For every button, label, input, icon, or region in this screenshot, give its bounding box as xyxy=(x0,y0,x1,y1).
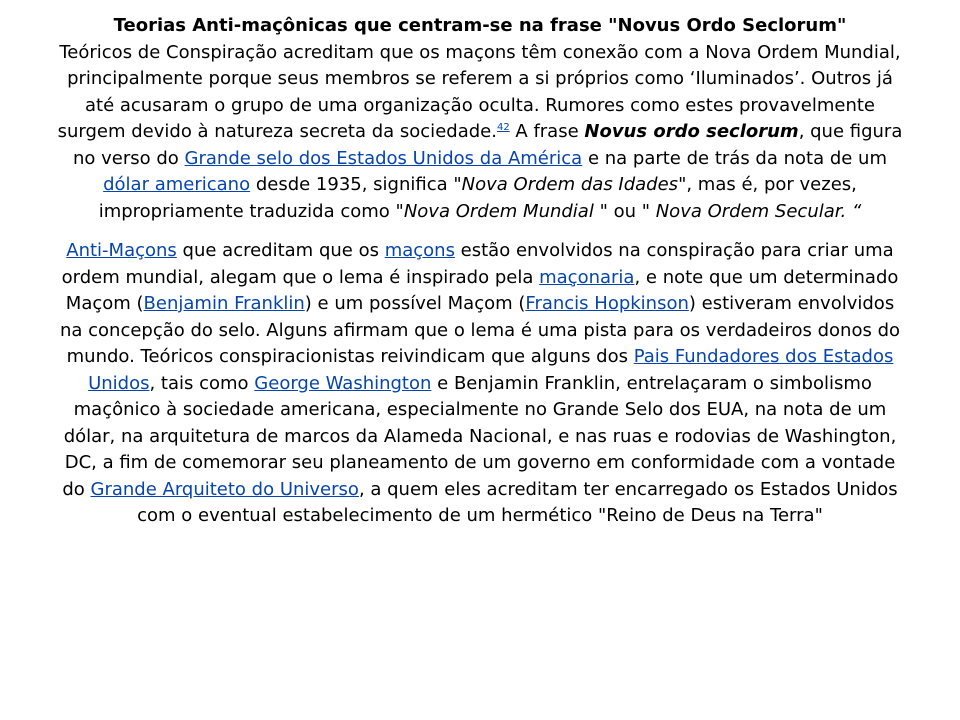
link-masons[interactable]: maçons xyxy=(384,240,455,261)
text-run: , que figura no verso do xyxy=(73,121,903,169)
text-run: desde 1935, significa " xyxy=(250,174,462,195)
quote-ordem-idades: Nova Ordem das Idades xyxy=(461,174,679,195)
text-run: e na parte de trás da nota de um xyxy=(582,147,887,169)
quote-nova-ordem-mundial: Nova Ordem Mundial xyxy=(403,200,600,222)
link-great-architect[interactable]: Grande Arquiteto do Universo xyxy=(90,478,359,500)
link-benjamin-franklin[interactable]: Benjamin Franklin xyxy=(143,293,305,314)
link-francis-hopkinson[interactable]: Francis Hopkinson xyxy=(525,293,689,314)
text-run: , a quem eles acreditam ter encarregado os Estados Unidos com o eventual estabelecimento de um hermético "Reino de Deus na Terra" xyxy=(137,478,898,526)
text-run: A frase xyxy=(509,121,585,142)
quote-nova-ordem-secular: Nova Ordem Secular. “ xyxy=(650,200,862,222)
text-run: ) estiveram envolvidos na concepção do selo. Alguns afirmam que o lema é uma pista para os verdadeiros donos do mundo. Teóricos conspiracionistas reivindicam que alguns dos xyxy=(59,293,901,367)
link-founding-fathers[interactable]: Pais Fundadores dos Estados Unidos xyxy=(88,346,894,394)
link-masonry[interactable]: maçonaria xyxy=(539,266,635,288)
footnote-link-42[interactable]: 42 xyxy=(496,122,510,133)
text-run: ", mas é, por vezes, impropriamente traduzida como " xyxy=(98,174,857,222)
link-george-washington[interactable]: George Washington xyxy=(254,372,432,394)
text-run: , tais como xyxy=(149,372,255,394)
slide-title: Teorias Anti-maçônicas que centram-se na frase "Novus Ordo Seclorum" xyxy=(113,15,847,36)
text-run: , e note que um determinado Maçom ( xyxy=(65,266,899,314)
phrase-novus-ordo: Novus ordo seclorum xyxy=(584,121,799,142)
text-run: que acreditam que os xyxy=(176,240,385,261)
link-great-seal[interactable]: Grande selo dos Estados Unidos da América xyxy=(184,147,583,169)
text-run: estão envolvidos na conspiração para criar uma ordem mundial, alegam que o lema é inspirado pela xyxy=(61,240,894,288)
text-run: " ou " xyxy=(599,200,650,222)
text-run: Teóricos de Conspiração acreditam que os maçons têm conexão com a Nova Ordem Mundial, principalmente porque seus membros se referem a si próprios como ‘Iluminados’. Outros já até acusaram o grupo de uma organização oculta. Rumores como estes provavelmente surgem devido à natureza secreta da sociedade. xyxy=(57,41,901,142)
paragraph-1 xyxy=(54,13,906,225)
link-anti-masons[interactable]: Anti-Maçons xyxy=(66,240,177,261)
footnote-ref xyxy=(497,122,510,133)
link-us-dollar[interactable]: dólar americano xyxy=(103,174,251,195)
text-run: ) e um possível Maçom ( xyxy=(304,293,526,314)
paragraph-2 xyxy=(54,238,906,530)
text-run: e Benjamin Franklin, entrelaçaram o simbolismo maçônico à sociedade americana, especialmente no Grande Selo dos EUA, na nota de um dólar, na arquitetura de marcos da Alameda Nacional, e nas ruas e rodovias de Washington, DC, a fim de comemorar seu planeamento de um governo em conformidade com a vontade do xyxy=(62,372,897,500)
